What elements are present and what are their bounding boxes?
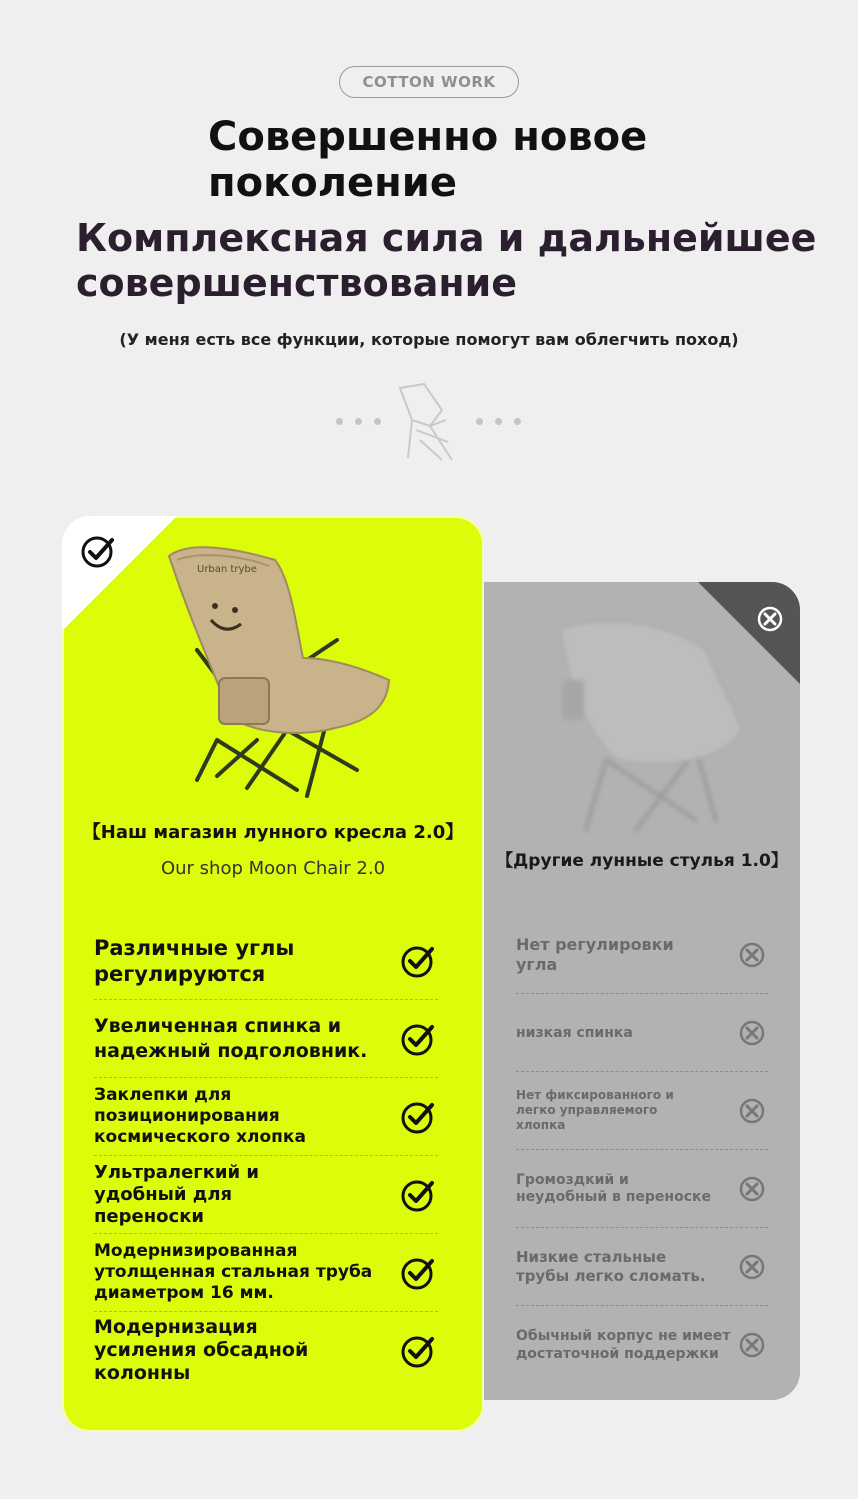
check-circle-icon (400, 1333, 436, 1369)
our-feature-list (94, 922, 438, 1389)
check-circle-icon (80, 534, 116, 570)
feature-text: Обычный корпус не имеет достаточной поддержки (516, 1327, 731, 1362)
feature-row (516, 916, 768, 994)
feature-text: Заклепки для позиционирования космического хлопка (94, 1085, 306, 1147)
other-feature-list (516, 916, 768, 1383)
heading-line-1: Комплексная сила и дальнейшее (76, 216, 817, 260)
moon-chair-1-image (546, 610, 746, 840)
cross-circle-icon (738, 1330, 768, 1360)
feature-text: низкая спинка (516, 1024, 633, 1041)
feature-text: Громоздкий и неудобный в переноске (516, 1171, 712, 1205)
feature-text: Нет регулировки угла (516, 934, 674, 974)
feature-row (94, 1000, 438, 1078)
feature-text: Различные углы регулируются (94, 935, 295, 986)
check-circle-icon (400, 943, 436, 979)
cross-circle-icon (738, 940, 768, 970)
svg-text:Urban trybe: Urban trybe (197, 564, 257, 575)
title-line-1: Совершенно новое (208, 114, 648, 160)
other-chair-card (484, 582, 800, 1400)
chair-outline-icon (390, 380, 470, 464)
our-chair-card (62, 516, 484, 1432)
feature-row (94, 1312, 438, 1389)
cross-circle-icon (738, 1252, 768, 1282)
heading-line-2: совершенствование (76, 261, 518, 305)
feature-row (516, 1306, 768, 1383)
feature-row (94, 1234, 438, 1312)
page-title (208, 114, 708, 206)
cross-circle-icon (738, 1018, 768, 1048)
check-circle-icon (400, 1255, 436, 1291)
feature-text: Низкие стальные трубы легко сломать. (516, 1247, 706, 1285)
cotton-work-badge: COTTON WORK (339, 66, 519, 98)
page-subtitle-heading (76, 216, 836, 306)
feature-text: Увеличенная спинка и надежный подголовник. (94, 1014, 368, 1062)
our-chair-name: 【Наш магазин лунного кресла 2.0】 (82, 822, 464, 843)
feature-row (94, 1078, 438, 1156)
feature-row (516, 1150, 768, 1228)
dots-right (476, 418, 521, 425)
our-chair-name-en: Our shop Moon Chair 2.0 (160, 858, 386, 879)
title-line-2: поколение (208, 160, 457, 206)
feature-row (94, 1156, 438, 1234)
cross-circle-icon (738, 1096, 768, 1126)
feature-text: Модернизированная утолщенная стальная труба диаметром 16 мм. (94, 1241, 373, 1303)
feature-row (516, 1072, 768, 1150)
feature-text: Модернизация усиления обсадной колонны (94, 1316, 309, 1384)
feature-text: Нет фиксированного и легко управляемого хлопка (516, 1088, 674, 1132)
feature-row (516, 1228, 768, 1306)
cross-circle-icon (738, 1174, 768, 1204)
cross-circle-icon (756, 604, 786, 634)
check-circle-icon (400, 1177, 436, 1213)
dots-left (336, 418, 381, 425)
feature-text: Ультралегкий и удобный для переноски (94, 1161, 260, 1227)
moon-chair-2-image (157, 540, 397, 800)
feature-row (94, 922, 438, 1000)
divider-with-chair (330, 380, 530, 464)
subtitle: (У меня есть все функции, которые помогут вам облегчить поход) (119, 330, 739, 349)
other-chair-name: 【Другие лунные стулья 1.0】 (496, 851, 788, 871)
feature-row (516, 994, 768, 1072)
check-circle-icon (400, 1021, 436, 1057)
check-circle-icon (400, 1099, 436, 1135)
